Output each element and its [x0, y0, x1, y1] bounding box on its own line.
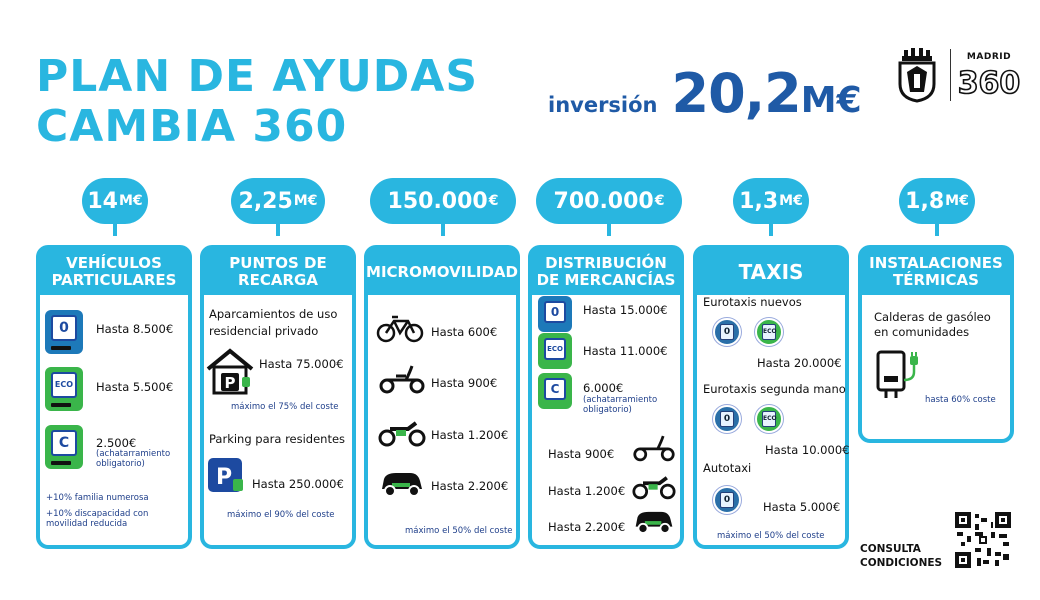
sticker-eco-icon: ECO: [755, 405, 783, 433]
vehiculos-row-3: 2.500€: [96, 436, 137, 450]
vehiculos-extra-2: +10% discapacidad con movilidad reducida: [46, 509, 149, 529]
card-termicas: [858, 245, 1014, 443]
amount-taxis: 1,3 M€: [733, 178, 809, 224]
recarga-max-1: máximo el 75% del coste: [231, 402, 339, 412]
card-recarga: [200, 245, 356, 549]
sticker-c-icon: C: [538, 373, 572, 409]
recarga-sub-1: Aparcamientos de uso residencial privado: [209, 307, 338, 338]
taxis-nuevos-label: Eurotaxis nuevos: [703, 295, 802, 309]
card-vehiculos-title: VEHÍCULOS PARTICULARES: [40, 249, 188, 295]
scooter-icon: [632, 434, 676, 462]
mercancias-row-3: 6.000€: [583, 381, 624, 395]
vehiculos-row-3-note: (achatarramiento obligatorio): [96, 449, 171, 469]
amount-vehiculos: 14 M€: [82, 178, 148, 224]
taxis-autotaxi-amount: Hasta 5.000€: [763, 500, 841, 514]
card-mercancias-title: DISTRIBUCIÓN DE MERCANCÍAS: [532, 249, 680, 295]
investment-label: inversión: [548, 93, 658, 117]
sticker-c-icon: C: [45, 425, 83, 469]
small-car-icon: [632, 508, 676, 536]
sticker-0-icon: 0: [713, 405, 741, 433]
card-termicas-title: INSTALACIONES TÉRMICAS: [862, 249, 1010, 295]
recarga-amount-1: Hasta 75.000€: [259, 357, 344, 371]
micro-row-2: Hasta 900€: [431, 376, 498, 390]
taxis-max: máximo el 50% del coste: [717, 531, 825, 541]
madrid-360-logo: [957, 51, 1021, 101]
mercancias-vehicle-3: Hasta 2.200€: [548, 520, 626, 534]
vehiculos-row-2: Hasta 5.500€: [96, 380, 174, 394]
svg-text:P: P: [215, 465, 233, 490]
sticker-0-icon: 0: [538, 296, 572, 332]
mercancias-vehicle-1: Hasta 900€: [548, 447, 615, 461]
micro-row-1: Hasta 600€: [431, 325, 498, 339]
motorcycle-icon: [632, 472, 676, 500]
vehiculos-row-1: Hasta 8.500€: [96, 322, 174, 336]
parking-charger-icon: [207, 457, 247, 497]
scooter-icon: [378, 364, 426, 394]
logo-divider: [950, 49, 951, 101]
mercancias-row-1: Hasta 15.000€: [583, 303, 668, 317]
sticker-0-icon: 0: [713, 318, 741, 346]
title-line-2: CAMBIA 360: [36, 101, 348, 152]
card-micro: [364, 245, 520, 549]
micro-row-4: Hasta 2.200€: [431, 479, 509, 493]
house-charging-icon: [205, 347, 255, 395]
investment-total: [548, 62, 862, 125]
logo-360-graphic: [957, 63, 1021, 101]
mercancias-row-2: Hasta 11.000€: [583, 344, 668, 358]
investment-value: 20,2: [671, 62, 801, 125]
amount-recarga: 2,25 M€: [231, 178, 325, 224]
bicycle-icon: [376, 313, 424, 343]
vehiculos-extra-1: +10% familia numerosa: [46, 493, 149, 503]
mercancias-vehicle-2: Hasta 1.200€: [548, 484, 626, 498]
sticker-eco-icon: ECO: [538, 333, 572, 369]
card-taxis-title: TAXIS: [697, 249, 845, 295]
madrid-logo-text: MADRID: [966, 51, 1012, 62]
taxis-segunda-amount: Hasta 10.000€: [765, 443, 850, 457]
sticker-eco-icon: ECO: [755, 318, 783, 346]
consulta-condiciones: CONSULTA CONDICIONES: [860, 543, 943, 569]
madrid-shield-logo: [896, 48, 938, 102]
motorcycle-icon: [378, 417, 426, 447]
card-micro-title: MICROMOVILIDAD: [368, 249, 516, 295]
recarga-max-2: máximo el 90% del coste: [227, 510, 335, 520]
amount-micro: 150.000 €: [370, 178, 516, 224]
boiler-charging-icon: [874, 350, 922, 400]
page-title: [36, 52, 478, 152]
taxis-nuevos-amount: Hasta 20.000€: [757, 356, 842, 370]
svg-text:P: P: [224, 374, 236, 392]
sticker-0-icon: 0: [713, 486, 741, 514]
sticker-0-icon: 0: [45, 310, 83, 354]
investment-unit: M€: [800, 80, 862, 121]
termicas-desc: Calderas de gasóleo en comunidades: [874, 310, 991, 339]
recarga-sub-2: Parking para residentes: [209, 432, 346, 446]
qr-code-icon[interactable]: [955, 512, 1011, 568]
micro-max: máximo el 50% del coste: [405, 526, 513, 536]
amount-termicas: 1,8 M€: [899, 178, 975, 224]
logo-number: 360: [957, 65, 1021, 101]
small-car-icon: [378, 469, 426, 499]
termicas-pct: hasta 60% coste: [925, 395, 996, 405]
mercancias-row-3-note: (achatarramiento obligatorio): [583, 395, 658, 415]
logos: [896, 48, 1021, 102]
taxis-autotaxi-label: Autotaxi: [703, 461, 752, 475]
sticker-eco-icon: ECO: [45, 367, 83, 411]
micro-row-3: Hasta 1.200€: [431, 428, 509, 442]
card-recarga-title: PUNTOS DE RECARGA: [204, 249, 352, 295]
recarga-amount-2: Hasta 250.000€: [252, 477, 344, 491]
taxis-segunda-label: Eurotaxis segunda mano: [703, 382, 846, 396]
amount-mercancias: 700.000 €: [536, 178, 682, 224]
title-line-1: PLAN DE AYUDAS: [36, 51, 479, 102]
